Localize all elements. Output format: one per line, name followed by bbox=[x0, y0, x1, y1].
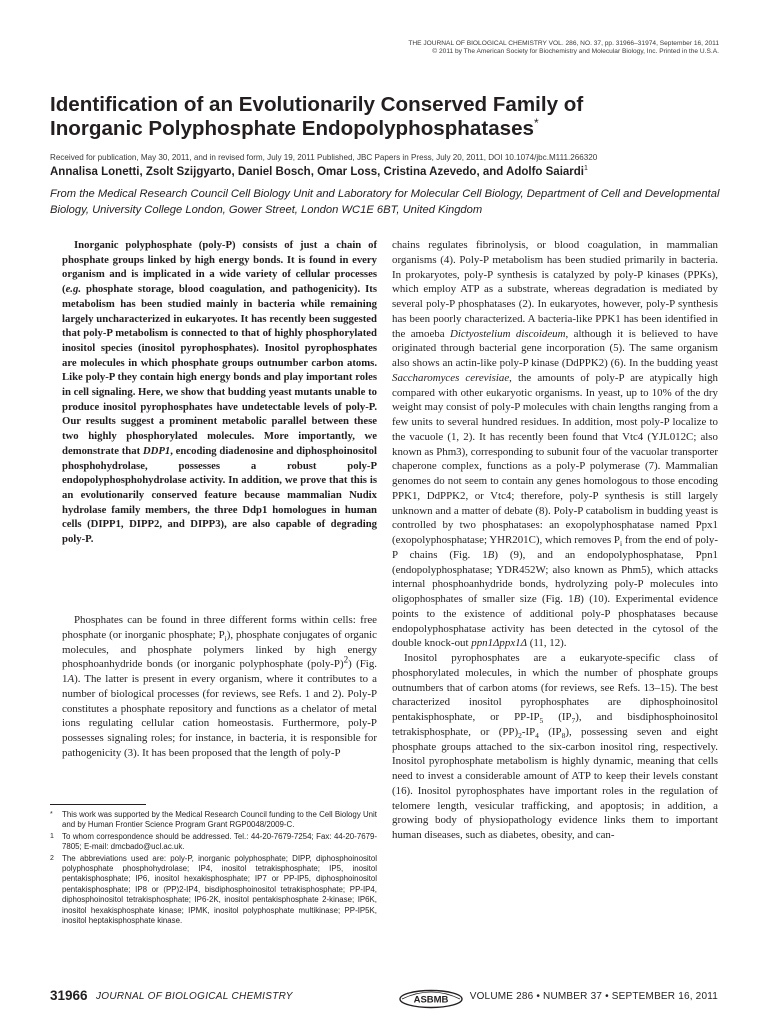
rp1-text-5: ) (9), and an endopolyphosphatase, Ppn1 (endopolyphosphatase; YDR452W; also known as Phm5), which attacks internal phosphoanhydride bonds, hydrolyzing poly-P molecules into oligophosphates of smaller size (Fig. 1 bbox=[392, 548, 718, 605]
rp2-sub-4: 4 bbox=[535, 730, 539, 740]
abbreviation-footnote-ref: 2 bbox=[343, 654, 349, 665]
footnote-correspondence-text: To whom correspondence should be addressed. Tel.: 44-20-7679-7254; Fax: 44-20-7679-7805; E-mail: dmcbado@ucl.ac.uk. bbox=[62, 831, 377, 852]
rp1-text-6: ) (10). Experimental evidence points to the existence of additional poly-P phosphatases because endopolyphosphatase activity has been detected in the cytosol of the double knock-out bbox=[392, 593, 719, 650]
copyright-line: © 2011 by The American Society for Biochemistry and Molecular Biology, Inc. Printed in the U.S.A. bbox=[432, 48, 719, 56]
rp1-text-1: chains regulates fibrinolysis, or blood coagulation, in mammalian organisms (4). Poly-P metabolism has been studied primarily in bacteria. In prokaryotes, poly-P synthesis is catalyzed by poly-P kinases (PPKs), which employ ATP as a substrate, whereas degradation is mediated by several poly-P phosphatases (2). In eukaryotes, however, poly-P synthesis has been poorly characterized. A bacteria-like PPK1 has been identified in the amoeba bbox=[392, 239, 718, 340]
footnote-mark-2: 2 bbox=[50, 854, 54, 862]
right-paragraph-1 bbox=[392, 238, 718, 651]
rp1-pi-subscript: i bbox=[620, 539, 623, 549]
abstract-eg: e.g. bbox=[65, 283, 81, 296]
rp2-sub-2: 2 bbox=[518, 730, 522, 740]
footnote-mark-1: 1 bbox=[50, 832, 54, 840]
journal-citation-line: THE JOURNAL OF BIOLOGICAL CHEMISTRY VOL. 286, NO. 37, pp. 31966–31974, September 16, 2011 bbox=[408, 40, 719, 47]
affiliation: From the Medical Research Council Cell Biology Unit and Laboratory for Molecular Cell Biology, Department of Cell and Developmental Biology, University College London, Gower Street, London WC1E 6BT, United Kingdom bbox=[50, 188, 720, 216]
right-paragraph-2 bbox=[392, 651, 718, 843]
footnote-mark-asterisk: * bbox=[50, 811, 53, 818]
rp2-sub-8: 8 bbox=[561, 730, 566, 740]
figure-ref-1b: B bbox=[487, 548, 495, 561]
intro-pi-subscript: i bbox=[224, 633, 227, 643]
page-footer bbox=[50, 986, 718, 1012]
article-title bbox=[50, 93, 740, 141]
title-footnote-mark: * bbox=[534, 116, 539, 131]
rp1-text-4: from the end of poly-P chains (Fig. 1 bbox=[392, 534, 719, 561]
abstract-gene-name: DDP1 bbox=[142, 444, 171, 457]
rp2-text-2: (IP bbox=[543, 711, 572, 723]
footnote-funding-text: This work was supported by the Medical Research Council funding to the Cell Biology Unit and by Human Frontier Science Program Grant RGP0048/2009-C. bbox=[62, 810, 377, 830]
figure-ref-1b-second: B bbox=[573, 593, 581, 605]
rp1-text-7: (11, 12). bbox=[527, 637, 567, 650]
title-line-2 bbox=[50, 117, 740, 141]
author-list bbox=[50, 166, 740, 178]
footnote-correspondence bbox=[50, 832, 377, 853]
asbmb-logo bbox=[398, 989, 464, 1009]
intro-text-2: ), phosphate conjugates of organic molecules, and phosphate polymers linked by high energy phosphoanhydride bonds (or inorganic polyphosphate (poly-P) bbox=[62, 628, 377, 671]
rp2-text-4: -IP bbox=[521, 725, 536, 738]
page-number: 31966 bbox=[50, 988, 88, 1003]
rp2-text-3: ), and bisdiphosphoinositol tetrakisphosphate, or (PP) bbox=[392, 711, 718, 738]
intro-paragraph-left bbox=[62, 613, 377, 761]
received-dates: Received for publication, May 30, 2011, and in revised form, July 19, 2011 Published, JBC Papers in Press, July 20, 2011, DOI 10.1074/jbc.M111.266320 bbox=[50, 153, 598, 162]
abstract-text-3: , encoding diadenosine and diphosphoinositol phosphohydrolase, possesses a robust poly-P endopolyphosphohydrolase activity. In addition, we prove that this is an evolutionarily conserved feature because mammalian Nudix hydrolase family members, the three Ddp1 homologues in human cells (DIPP1, DIPP2, and DIPP3), are also capable of degrading poly-P. bbox=[62, 444, 377, 546]
footnote-divider bbox=[50, 804, 146, 805]
figure-ref-1a: A bbox=[67, 673, 75, 685]
rp2-sub-5: 5 bbox=[539, 716, 544, 726]
footnote-abbreviations-text: The abbreviations used are: poly-P, inorganic polyphosphate; DIPP, diphosphoinositol polyphosphate phosphohydrolase; IP4, inositol tetrakisphosphate; IP5, inositol pentakisphosphate; IP6, inositol hexakisphosphate; IP7 or PP-IP5, diphosphoinositol pentakisphosphate; IP8 or (PP)2-IP4, bisdiphosphoinositol tetrakisphosphate; PP-IP4, diphosphoinositol tetrakisphosphate; IP6-2K, inositol pentakisphosphate 2-kinase; IP6K, inositol hexakisphosphate kinase; IPMK, inositol polyphosphate multikinase; PP-IP5K, inositol heptakisphosphate kinase. bbox=[62, 853, 377, 926]
abstract-text-1: Inorganic polyphosphate (poly-P) consists of just a chain of phosphate groups linked by high energy bonds. It is found in every organism and is implicated in a wide variety of cellular processes ( bbox=[62, 239, 377, 296]
footer-issue-info: VOLUME 286 • NUMBER 37 • SEPTEMBER 16, 2011 bbox=[469, 991, 718, 1002]
footnote-abbreviations bbox=[50, 854, 377, 927]
intro-text-3: ) (Fig. 1 bbox=[62, 658, 377, 685]
rp2-text-6: ), possessing seven and eight phosphate groups attached to the six-carbon inositol ring, respectively. Inositol pyrophosphate metabolism is highly dynamic, meaning that cells need to invest a considerable amount of ATP to keep their levels constant (16). Inositol pyrophosphates have important roles in the regulation of telomere length, vesicular trafficking, and apoptosis; in addition, a growing body of physiopathology evidence links them to important human diseases, such as diabetes, obesity, and can- bbox=[392, 725, 718, 841]
species-dictyostelium: Dictyostelium discoideum bbox=[449, 327, 566, 340]
intro-text-4: ). The latter is present in every organism, where it contributes to a number of biological processes (for reviews, see Refs. 1 and 2). Poly-P constitutes a phosphate repository and functions as a chelator of metal ions regulating cellular cation homeostasis. Furthermore, poly-P possesses signaling roles; for instance, in bacteria, it is responsible for pathogenicity (3). It has been proposed that the length of poly-P bbox=[62, 673, 377, 759]
rp2-text-1: Inositol pyrophosphates are a eukaryote-specific class of phosphorylated molecules, in which the number of phosphate groups outnumbers that of carbon atoms (for reviews, see Refs. 13–15). The best characterized inositol pyrophosphates are diphosphoinositol pentakisphosphate, or PP-IP bbox=[392, 652, 718, 723]
footnote-funding bbox=[50, 810, 377, 831]
intro-text-1: Phosphates can be found in three different forms within cells: free phosphate (or inorganic phosphate; P bbox=[62, 614, 377, 641]
asbmb-logo-text: ASBMB bbox=[413, 994, 449, 1006]
title-line-1: Identification of an Evolutionarily Conserved Family of bbox=[50, 93, 584, 116]
footer-journal-name: JOURNAL OF BIOLOGICAL CHEMISTRY bbox=[96, 991, 293, 1002]
author-footnote-mark: 1 bbox=[584, 165, 588, 173]
rp2-sub-7: 7 bbox=[571, 716, 576, 726]
right-column bbox=[392, 238, 718, 843]
rp1-text-3: , the amounts of poly-P are atypically high compared with other eukaryotic organisms. In yeast, up to 10% of the dry weight may consist of poly-P molecules with chain lengths ranging from a few units to several hundred residues. In addition, most poly-P localize to the vacuole (1, 2). It has recently been found that Vtc4 (YJL012C; also known as Phm3), corresponding to subunit four of the vacuolar transporter chaperone complex, functions as a poly-P polymerase (7). Mammalian genomes do not seem to contain any genes homologous to those encoding PPK1, DdPPK2, or Vtc4; therefore, poly-P synthesis is still largely unknown and a matter of debate (8). Poly-P catabolism in budding yeast is controlled by two phosphatases: an exopolyphosphatase named Ppx1 (exopolyphosphatase; YHR201C), which removes P bbox=[392, 371, 718, 546]
author-names: Annalisa Lonetti, Zsolt Szijgyarto, Daniel Bosch, Omar Loss, Cristina Azevedo, and Adolfo Saiardi bbox=[50, 166, 584, 178]
rp2-text-5: (IP bbox=[538, 725, 562, 738]
double-mutant-name: ppn1Δppx1Δ bbox=[471, 637, 527, 650]
species-saccharomyces: Saccharomyces cerevisiae bbox=[392, 371, 510, 384]
rp1-text-2: , although it is believed to have originated through bacterial gene incorporation (5). The same organism also shows an actin-like poly-P kinase (DdPPK2) (6). In the budding yeast bbox=[392, 327, 718, 369]
abstract bbox=[62, 238, 377, 547]
journal-header bbox=[159, 40, 719, 57]
abstract-text-2: phosphate storage, blood coagulation, and pathogenicity). Its metabolism has been studied mainly in bacteria while remaining largely uncharacterized in eukaryotes. It has recently been suggested that poly-P metabolism is connected to that of highly phosphorylated inositol species (inositol pyrophosphates). Inositol pyrophosphates are molecules in which phosphate groups outnumber carbon atoms. Like poly-P they contain high energy bonds and play important roles in cell signaling. Here, we show that budding yeast mutants unable to produce inositol pyrophosphates have undetectable levels of poly-P. Our results suggest a prominent metabolic parallel between these two highly phosphorylated molecules. More importantly, we demonstrate that bbox=[62, 283, 377, 457]
title-line-2-text: Inorganic Polyphosphate Endopolyphosphatases bbox=[50, 117, 535, 140]
footnotes bbox=[50, 810, 377, 927]
